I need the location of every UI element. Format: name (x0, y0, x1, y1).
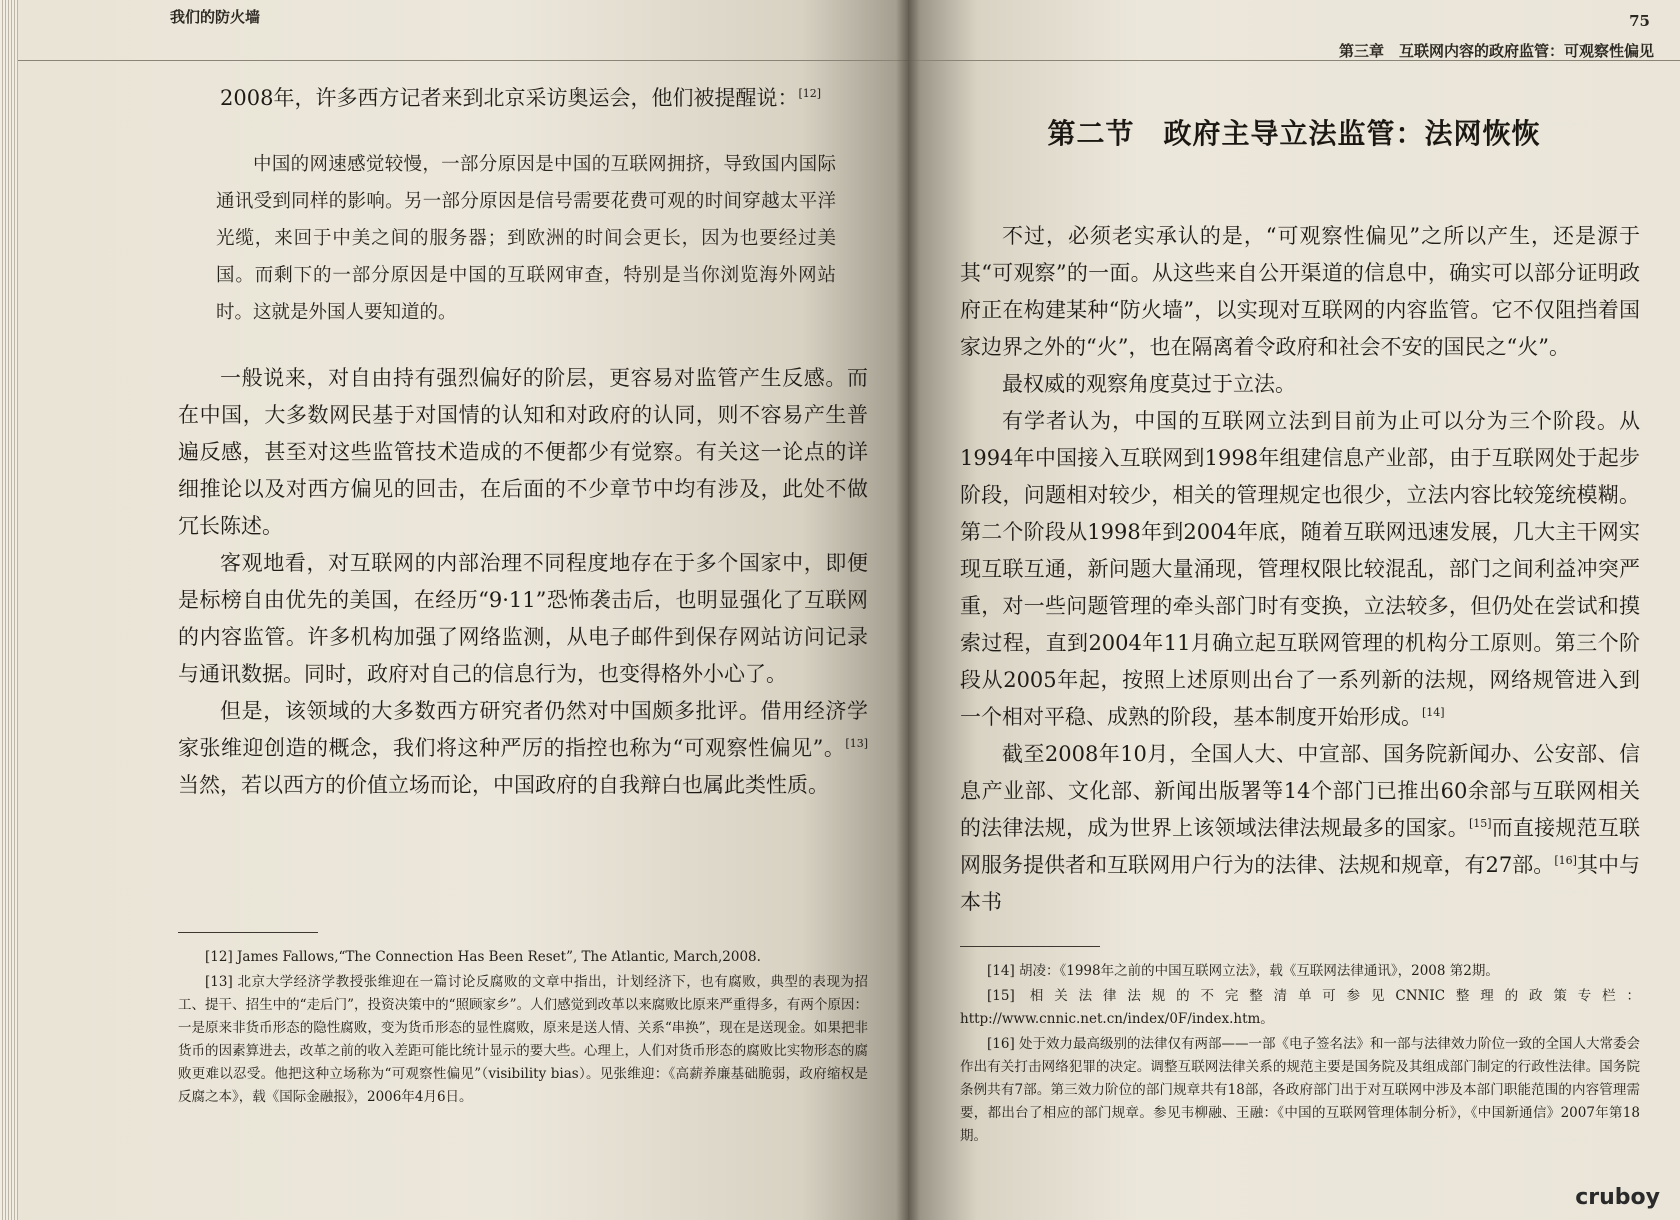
footnote-12: [12] James Fallows,“The Connection Has Been Reset”, The Atlantic, March,2008. (205, 949, 761, 965)
right-para-1: 不过，必须老实承认的是，“可观察性偏见”之所以产生，还是源于其“可观察”的一面。从这些来自公开渠道的信息中，确实可以部分证明政府正在构建某种“防火墙”，以实现对互联网的内容监管。它不仅阻挡着国家边界之外的“火”，也在隔离着令政府和社会不安的国民之“火”。 (960, 224, 1640, 359)
right-page (908, 0, 1680, 1220)
ref-14: [14] (1422, 706, 1445, 719)
right-footnotes (960, 960, 1640, 1150)
left-head-rule (18, 60, 908, 61)
book-gutter (896, 0, 920, 1220)
footnote-13: [13] 北京大学经济学教授张维迎在一篇讨论反腐败的文章中指出，计划经济下，也有腐败，典型的表现为招工、提干、招生中的“走后门”，投资决策中的“照顾家乡”。人们感觉到改革以来腐败比原来严重得多，有两个原因：一是原来非货币形态的隐性腐败，变为货币形态的显性腐败，原来是送人情、关系“串换”，现在是送现金。如果把非货币的因素算进去，改革之前的收入差距可能比统计显示的要大些。心理上，人们对货币形态的腐败比实物形态的腐败更难以忍受。他把这种立场称为“可观察性偏见”（visibility bias）。见张维迎：《高薪养廉基础脆弱，政府缩权是反腐之本》，载《国际金融报》，2006年4月6日。 (178, 974, 868, 1105)
footnote-15: [15] 相关法律法规的不完整清单可参见CNNIC整理的政策专栏：http://www.cnnic.net.cn/index/0F/index.htm。 (960, 988, 1640, 1027)
right-head-rule (908, 60, 1680, 61)
left-body (178, 360, 868, 804)
footnote-16: [16] 处于效力最高级别的法律仅有两部——一部《电子签名法》和一部与法律效力阶位一致的全国人大常委会作出有关打击网络犯罪的决定。调整互联网法律关系的规范主要是国务院及其组成部门制定的行政性法律。国务院条例共有7部。第三效力阶位的部门规章共有18部，各政府部门出于对互联网中涉及本部门职能范围的内容管理需要，都出台了相应的部门规章。参见韦柳融、王融：《中国的互联网管理体制分析》，《中国新通信》2007年第18期。 (960, 1036, 1641, 1144)
left-para-1: 一般说来，对自由持有强烈偏好的阶层，更容易对监管产生反感。而在中国，大多数网民基于对国情的认知和对政府的认同，则不容易产生普遍反感，甚至对这些监管技术造成的不便都少有觉察。有关这一论点的详细推论以及对西方偏见的回击，在后面的不少章节中均有涉及，此处不做冗长陈述。 (178, 366, 868, 538)
right-body (960, 218, 1640, 921)
watermark: cruboy (1575, 1185, 1660, 1210)
left-footnote-rule (178, 932, 318, 933)
right-running-head: 第三章 互联网内容的政府监管：可观察性偏见 (1338, 42, 1654, 60)
ref-13: [13] (845, 737, 868, 750)
left-running-head: 我们的防火墙 (170, 8, 261, 26)
left-quote: 中国的网速感觉较慢，一部分原因是中国的互联网拥挤，导致国内国际通讯受到同样的影响。另一部分原因是信号需要花费可观的时间穿越太平洋光缆，来回于中美之间的服务器；到欧洲的时间会更长，因为也要经过美国。而剩下的一部分原因是中国的互联网审查，特别是当你浏览海外网站时。这就是外国人要知道的。 (216, 154, 836, 323)
ref-12: [12] (798, 87, 822, 100)
right-para-4: 截至2008年10月，全国人大、中宣部、国务院新闻办、公安部、信息产业部、文化部、新闻出版署等14个部门已推出60余部与互联网相关的法律法规，成为世界上该领域法律法规最多的国家。[15]而直接规范互联网服务提供者和互联网用户行为的法律、法规和规章，有27部。[16]其中与本书 (960, 742, 1641, 914)
ref-16: [16] (1554, 854, 1577, 867)
right-para-3: 有学者认为，中国的互联网立法到目前为止可以分为三个阶段。从1994年中国接入互联网到1998年组建信息产业部，由于互联网处于起步阶段，问题相对较少，相关的管理规定也很少，立法内容比较笼统模糊。第二个阶段从1998年到2004年底，随着互联网迅速发展，几大主干网实现互联互通，新问题大量涌现，管理权限比较混乱，部门之间利益冲突严重，对一些问题管理的牵头部门时有变换，立法较多，但仍处在尝试和摸索过程，直到2004年11月确立起互联网管理的机构分工原则。第三个阶段从2005年起，按照上述原则出台了一系列新的法规，网络规管进入到一个相对平稳、成熟的阶段，基本制度开始形成。[14] (960, 409, 1640, 729)
left-intro: 2008年，许多西方记者来到北京采访奥运会，他们被提醒说：[12] (220, 86, 822, 110)
page-edges (0, 0, 18, 1220)
right-footnote-rule (960, 946, 1100, 947)
section-title: 第二节 政府主导立法监管：法网恢恢 (1047, 117, 1541, 150)
left-para-3: 但是，该领域的大多数西方研究者仍然对中国颇多批评。借用经济学家张维迎创造的概念，我们将这种严厉的指控也称为“可观察性偏见”。[13]当然，若以西方的价值立场而论，中国政府的自我辩白也属此类性质。 (178, 699, 868, 797)
left-page (18, 0, 908, 1220)
right-para-2: 最权威的观察角度莫过于立法。 (1002, 372, 1296, 396)
left-footnotes (178, 946, 868, 1111)
page-number: 75 (1629, 12, 1650, 30)
ref-15: [15] (1468, 817, 1492, 830)
footnote-14: [14] 胡凌：《1998年之前的中国互联网立法》，载《互联网法律通讯》，2008 第2期。 (987, 963, 1499, 979)
left-para-2: 客观地看，对互联网的内部治理不同程度地存在于多个国家中，即便是标榜自由优先的美国，在经历“9·11”恐怖袭击后，也明显强化了互联网的内容监管。许多机构加强了网络监测，从电子邮件到保存网站访问记录与通讯数据。同时，政府对自己的信息行为，也变得格外小心了。 (178, 551, 868, 686)
